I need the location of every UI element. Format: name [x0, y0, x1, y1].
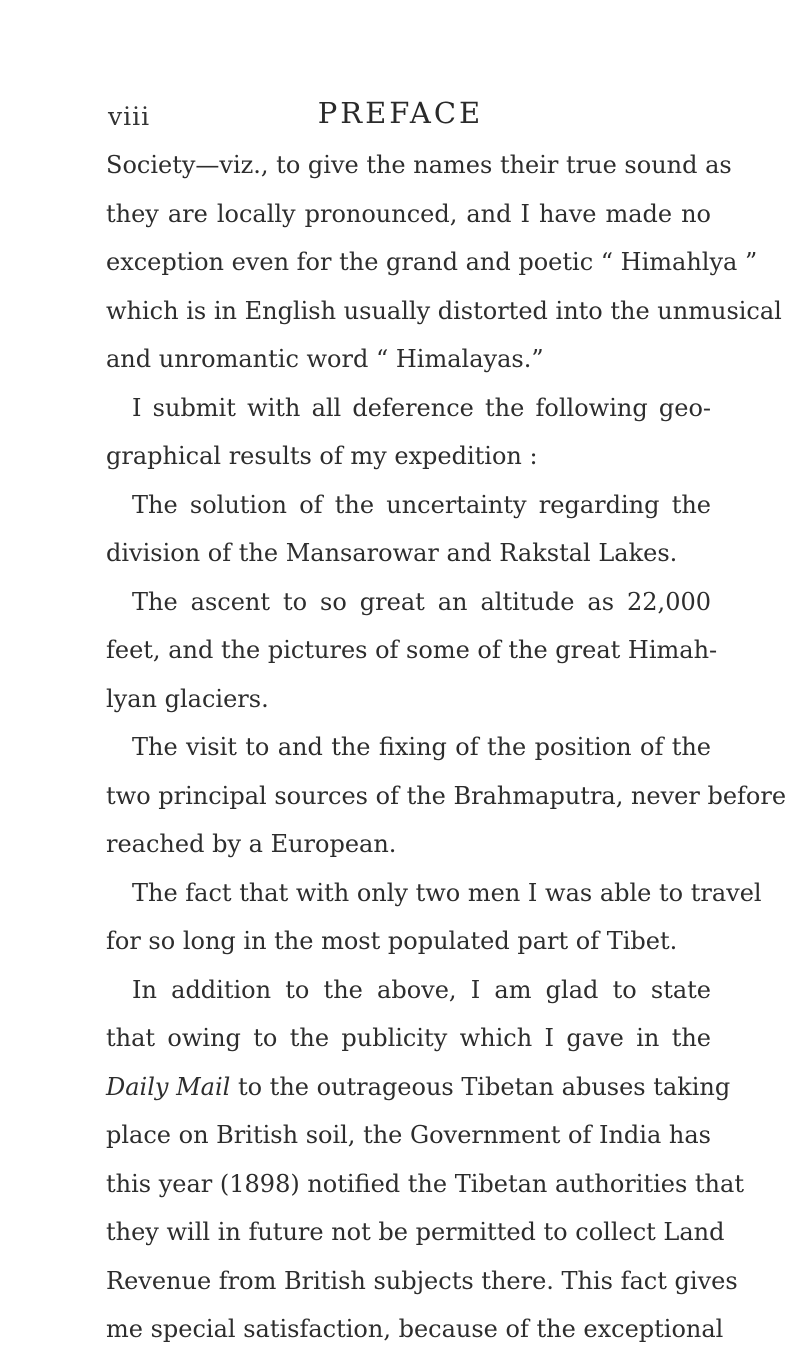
- line-text: which is in English usually distorted into the unmusical: [106, 296, 782, 325]
- text-line: [106, 772, 787, 821]
- line-text: exception even for the grand and poetic “ Himahlya ”: [106, 248, 758, 276]
- text-line: [106, 820, 711, 869]
- text-line: [106, 1160, 744, 1209]
- text-line: [106, 1063, 731, 1112]
- line-text: that owing to the publicity which I gave in the: [106, 1024, 711, 1052]
- running-head: PREFACE: [317, 96, 484, 130]
- page-number: viii: [108, 102, 151, 131]
- text-line: [106, 384, 711, 433]
- text-line: [106, 1111, 711, 1160]
- line-text: they will in future not be permitted to collect Land: [106, 1218, 725, 1246]
- line-text: feet, and the pictures of some of the great Himah-: [106, 636, 718, 664]
- line-text: graphical results of my expedition :: [106, 442, 538, 470]
- text-line: [106, 966, 711, 1015]
- text-line: [106, 335, 711, 384]
- text-line: [106, 675, 711, 724]
- line-text: place on British soil, the Government of India has: [106, 1121, 711, 1149]
- line-text: The ascent to so great an altitude as 22,000: [132, 587, 711, 616]
- newspaper-title: Daily Mail: [106, 1072, 231, 1101]
- text-line: [106, 1014, 711, 1063]
- line-text: this year (1898) notified the Tibetan authorities that: [106, 1169, 744, 1198]
- text-line: [106, 1257, 738, 1306]
- text-line: [106, 723, 711, 772]
- line-text: The solution of the uncertainty regarding the: [132, 490, 711, 519]
- line-text: Society—viz., to give the names their true sound as: [106, 151, 732, 179]
- line-text: two principal sources of the Brahmaputra, never before: [106, 781, 787, 810]
- line-text: to the outrageous Tibetan abuses taking: [230, 1072, 731, 1101]
- line-text: for so long in the most populated part of Tibet.: [106, 927, 678, 955]
- line-text: lyan glaciers.: [106, 684, 269, 713]
- text-line: [106, 287, 782, 336]
- text-line: [106, 917, 711, 966]
- line-text: The visit to and the fixing of the position of the: [132, 733, 711, 761]
- line-text: reached by a European.: [106, 830, 397, 858]
- text-line: [106, 481, 711, 530]
- text-line: [106, 578, 711, 627]
- text-line: [106, 432, 711, 481]
- text-line: [106, 141, 732, 190]
- text-line: [106, 238, 758, 287]
- text-line: [106, 626, 718, 675]
- line-text: they are locally pronounced, and I have made no: [106, 199, 711, 228]
- line-text: Revenue from British subjects there. This fact gives: [106, 1266, 738, 1295]
- text-line: [106, 869, 762, 918]
- line-text: division of the Mansarowar and Rakstal Lakes.: [106, 539, 678, 567]
- text-line: [106, 529, 711, 578]
- line-text: me special satisfaction, because of the exceptional: [106, 1315, 724, 1343]
- line-text: In addition to the above, I am glad to state: [132, 975, 711, 1004]
- line-text: The fact that with only two men I was able to travel: [132, 878, 762, 907]
- body-text: [106, 141, 787, 1354]
- line-text: I submit with all deference the following geo-: [132, 393, 711, 422]
- line-text: and unromantic word “ Himalayas.”: [106, 345, 544, 373]
- text-line: [106, 1208, 725, 1257]
- text-line: [106, 190, 711, 239]
- text-line: [106, 1305, 724, 1354]
